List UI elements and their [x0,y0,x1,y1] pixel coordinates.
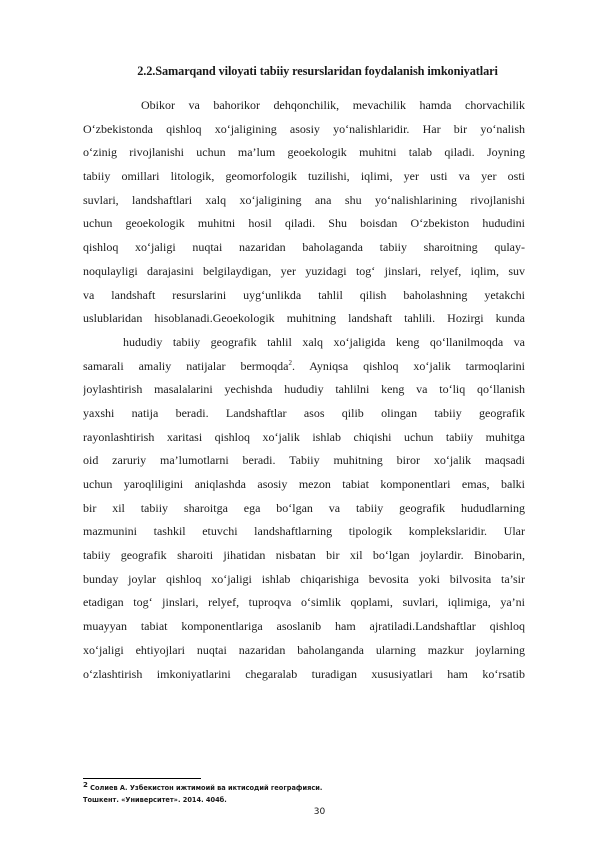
paragraph-line: o‘zlashtirish imkoniyatlarini chegaralab turadigan xususiyatlari ham ko‘rsatib [83,666,525,681]
paragraph-line: samarali amaliy natijalar bermoqda$^2$. Ayniqsa qishloq xo‘jalik tarmoqlarini [83,358,525,373]
body-paragraph [83,94,525,686]
paragraph-line: bunday joylar qishloq xo‘jaligi ishlab chiqarishiga bevosita yoki bilvosita ta’sir [83,571,525,586]
paragraph-line: hududiy tabiiy geografik tahlil xalq xo‘jaligida keng qo‘llanilmoqda va [123,334,525,349]
paragraph-line: tabiiy omillari litologik, geomorfologik tuzilishi, iqlimi, yer usti va yer osti [83,169,525,184]
footnote-citation: Солиев А. Узбекистон ижтимоий ва иктисодий географияси. [90,784,323,792]
paragraph-line: joylashtirish masalalarini yechishda hududiy tahlilni keng va to‘liq qo‘llanish [83,382,525,397]
paragraph-line: uchun yaroqliligini aniqlashda asosiy mezon tabiat komponentlari emas, balki [83,477,525,491]
paragraph-line: uchun geoekologik muhitni hosil qiladi. Shu boisdan O‘zbekiston hududini [83,216,525,231]
paragraph-line: noqulayligi darajasini belgilaydigan, yer yuzidagi tog‘ jinslari, relyef, iqlim, suv [83,263,525,278]
paragraph-line: muayyan tabiat komponentlariga asoslanib ham ajratiladi.Landshaftlar qishloq [83,619,525,634]
footnote [83,782,525,806]
paragraph-line: tabiiy geografik sharoiti jihatidan nisbatan bir xil bo‘lgan joylardir. Binobarin, [83,548,525,563]
footnote-divider [83,778,201,779]
paragraph-line: mazmunini tashkil etuvchi landshaftlarning tipologik komplekslaridir. Ular [83,524,525,539]
paragraph-line: bir xil tabiiy sharoitga ega bo‘lgan va tabiiy geografik hududlarning [83,500,525,515]
paragraph-line: o‘zinig rivojlanishi uchun ma’lum geoekologik muhitni talab qiladi. Joyning [83,145,525,160]
footnote-reference: 2 [288,358,292,367]
section-heading: 2.2.Samarqand viloyati tabiiy resurslaridan foydalanish imkoniyatlari [137,64,498,78]
paragraph-line: yaxshi natija beradi. Landshaftlar asos qilib olingan tabiiy geografik [83,405,525,420]
paragraph-line: oid zaruriy ma’lumotlarni beradi. Tabiiy muhitning biror xo‘jalik maqsadi [83,453,525,468]
footnote-mark: 2 [83,780,88,789]
paragraph-line: rayonlashtirish xaritasi qishloq xo‘jalik ishlab chiqishi uchun tabiiy muhitga [83,429,525,444]
paragraph-line: etadigan tog‘ jinslari, relyef, tuproqva o‘simlik qoplami, suvlari, iqlimiga, ya’ni [83,595,525,610]
paragraph-line: va landshaft resurslarini uyg‘unlikda tahlil qilish baholashning yetakchi [83,287,525,302]
paragraph-line: suvlari, landshaftlari xalq xo‘jaligining ana shu yo‘nalishlarining rivojlanishi [83,192,525,207]
page-number: 30 [313,807,326,817]
paragraph-line: qishloq xo‘jaligi nuqtai nazaridan baholaganda tabiiy sharoitning qulay- [83,240,525,255]
paragraph-line: O‘zbekistonda qishloq xo‘jaligining asosiy yo‘nalishlaridir. Har bir yo‘nalish [83,121,525,136]
paragraph-line: xo‘jaligi ehtiyojlari nuqtai nazaridan baholanganda ularning mazkur joylarning [83,642,525,657]
paragraph-line: Obikor va bahorikor dehqonchilik, mevachilik hamda chorvachilik [141,98,525,112]
paragraph-line: uslublaridan hisoblanadi.Geoekologik muhitning landshaft tahlili. Hozirgi kunda [83,311,525,326]
footnote-citation-line2: Тошкент. «Университет». 2014. 404б. [83,796,227,804]
